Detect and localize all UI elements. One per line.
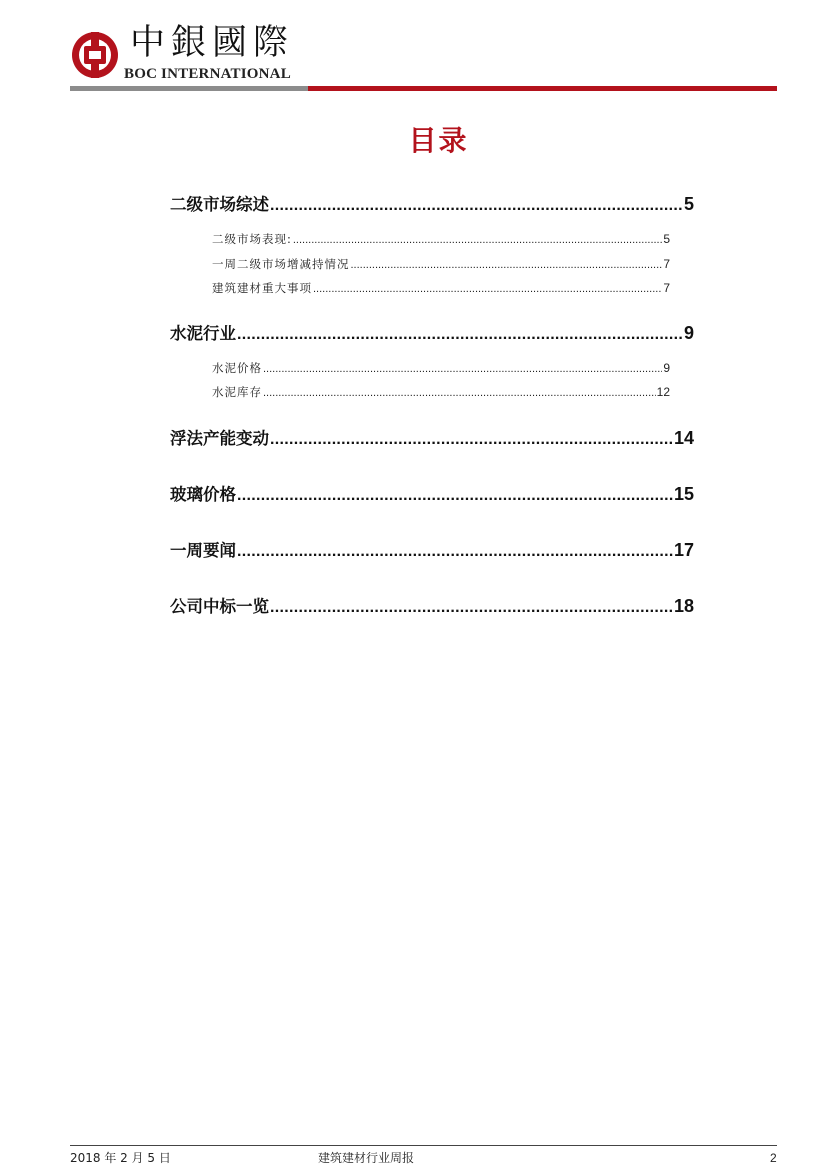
toc-title: 目录 <box>408 124 469 157</box>
logo-english-name: BOC INTERNATIONAL <box>124 66 291 82</box>
toc-entry-label: 水泥价格 <box>212 361 262 375</box>
header-rule-grey <box>70 86 308 91</box>
toc-entry[interactable] <box>212 256 670 272</box>
toc-leader-dots <box>270 431 673 449</box>
logo-chinese-name: 中銀國際 <box>130 23 295 63</box>
toc-entry-page: 5 <box>683 194 694 214</box>
toc-entry-label: 二级市场综述 <box>170 195 269 214</box>
toc-entry-page: 7 <box>663 281 670 295</box>
toc-leader-dots <box>263 363 662 375</box>
toc-entry-page: 15 <box>673 484 694 504</box>
toc-leader-dots <box>293 234 662 246</box>
toc-entry-page: 7 <box>663 257 670 271</box>
toc-leader-dots <box>351 259 663 271</box>
toc-leader-dots <box>237 487 673 505</box>
toc-entry-page: 18 <box>673 596 694 616</box>
toc-entry-label: 浮法产能变动 <box>170 429 269 448</box>
boc-logo-icon <box>70 30 120 80</box>
toc-entry-page: 12 <box>656 385 670 399</box>
toc-entry-label: 水泥库存 <box>212 385 262 399</box>
toc-leader-dots <box>313 283 662 295</box>
toc-entry[interactable] <box>170 320 694 344</box>
toc-entry[interactable] <box>170 191 694 215</box>
toc-entry-label: 一周要闻 <box>170 541 236 560</box>
toc-entry[interactable] <box>170 593 694 617</box>
toc-entry-page: 9 <box>683 323 694 343</box>
toc-leader-dots <box>263 387 656 399</box>
header-rule-red <box>308 86 777 91</box>
toc-entry-label: 建筑建材重大事项 <box>212 281 312 295</box>
toc-leader-dots <box>237 326 683 344</box>
toc-entry-label: 二级市场表现: <box>212 232 292 246</box>
toc-entry-page: 5 <box>663 232 670 246</box>
toc-entry-label: 一周二级市场增减持情况 <box>212 257 350 271</box>
toc-entry-page: 14 <box>673 428 694 448</box>
footer-date: 2018 年 2 月 5 日 <box>70 1151 171 1165</box>
toc-entry[interactable] <box>170 425 694 449</box>
toc-entry[interactable] <box>170 537 694 561</box>
toc-entry-label: 玻璃价格 <box>170 485 236 504</box>
toc-leader-dots <box>270 599 673 617</box>
footer-page-number: 2 <box>770 1151 777 1165</box>
toc-entry[interactable] <box>212 384 670 400</box>
toc-entry-page: 17 <box>673 540 694 560</box>
toc-leader-dots <box>237 543 673 561</box>
toc-entry-label: 水泥行业 <box>170 324 236 343</box>
toc-entry[interactable] <box>170 481 694 505</box>
footer-rule <box>70 1145 777 1146</box>
toc-entry[interactable] <box>212 280 670 296</box>
toc-entry-page: 9 <box>663 361 670 375</box>
footer-report-name: 建筑建材行业周报 <box>318 1151 415 1165</box>
toc-entry[interactable] <box>212 360 670 376</box>
toc-entry[interactable] <box>212 231 670 247</box>
page-header <box>0 0 827 100</box>
toc-entry-label: 公司中标一览 <box>170 597 269 616</box>
toc-leader-dots <box>270 197 683 215</box>
